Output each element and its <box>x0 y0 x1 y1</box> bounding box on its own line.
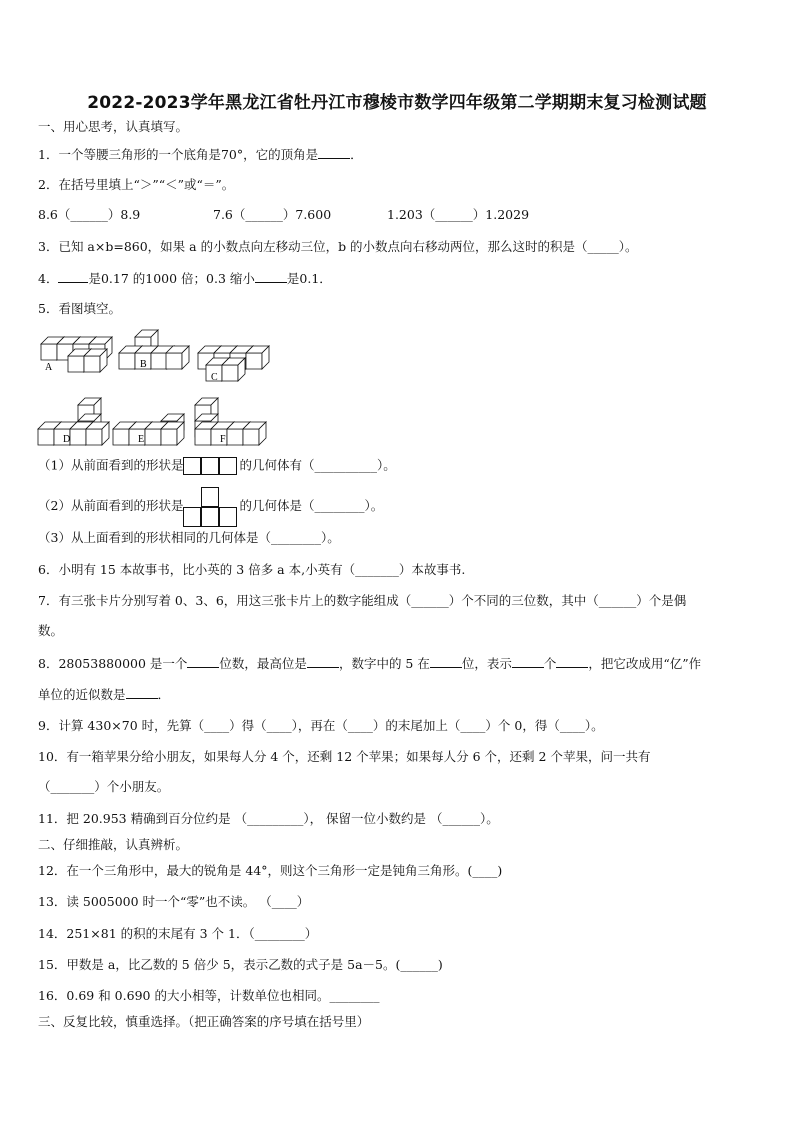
answer-blank[interactable] <box>556 655 588 668</box>
question-14[interactable]: 14．251×81 的积的末尾有 3 个 1．（________） <box>38 926 318 941</box>
question-15[interactable]: 15．甲数是 a，比乙数的 5 倍少 5，表示乙数的式子是 5a－5。(______) <box>38 957 443 972</box>
q5-1-text: （1）从前面看到的形状是 <box>38 457 184 473</box>
figure-label-e: E <box>138 434 145 445</box>
q5-1-answer[interactable]: 的几何体有（__________）。 <box>239 457 396 473</box>
front-view-three-squares <box>183 457 239 475</box>
q1-text: 1．一个等腰三角形的一个底角是70°，它的顶角是 <box>38 147 319 162</box>
figure-label-c: C <box>211 372 218 383</box>
question-10-line-2[interactable]: （_______）个小朋友。 <box>38 779 170 794</box>
question-5-part-1 <box>38 457 396 475</box>
figure-a <box>41 337 112 373</box>
q8-text: ，数字中的 5 在 <box>338 656 430 671</box>
answer-blank[interactable] <box>512 655 544 668</box>
q8-text: 位数，最高位是 <box>219 656 307 671</box>
figure-e <box>113 414 184 445</box>
question-5-part-2 <box>38 486 383 526</box>
q8-text: ． <box>157 687 171 702</box>
question-12[interactable]: 12．在一个三角形中，最大的锐角是 44°，则这个三角形一定是钝角三角形。(____) <box>38 863 503 878</box>
section-2-heading: 二、仔细推敲，认真辨析。 <box>38 837 189 852</box>
q8-text: 位，表示 <box>461 656 512 671</box>
q1-end: ． <box>350 147 363 162</box>
question-13[interactable]: 13．读 5005000 时一个“零”也不读。 （____） <box>38 894 310 909</box>
question-7-line-2: 数。 <box>38 623 64 638</box>
answer-blank[interactable] <box>126 686 158 699</box>
question-6[interactable]: 6．小明有 15 本故事书，比小英的 3 倍多 a 本,小英有（_______）本故事书. <box>38 562 466 577</box>
figure-label-b: B <box>140 359 147 370</box>
question-8-line-1 <box>38 655 701 672</box>
q5-2-text: （2）从前面看到的形状是 <box>38 498 184 513</box>
cube-figures <box>36 322 276 450</box>
q2-item[interactable]: 1.203（______）1.2029 <box>387 207 530 222</box>
q2-item[interactable]: 7.6（______）7.600 <box>213 207 332 222</box>
question-1 <box>38 146 363 163</box>
question-2: 2．在括号里填上“＞”“＜”或“＝”。 <box>38 177 235 192</box>
question-5-part-3[interactable]: （3）从上面看到的形状相同的几何体是（________）。 <box>38 530 340 545</box>
answer-blank[interactable] <box>187 655 219 668</box>
question-8-line-2 <box>38 686 170 703</box>
question-5-title: 5．看图填空。 <box>38 301 121 316</box>
question-10-line-1: 10．有一箱苹果分给小朋友，如果每人分 4 个，还剩 12 个苹果；如果每人分 6 个，还剩 2 个苹果，问一共有 <box>38 749 651 764</box>
figure-d <box>38 398 109 445</box>
q8-text: 8．28053880000 是一个 <box>38 656 188 671</box>
section-1-heading: 一、用心思考，认真填写。 <box>38 119 189 134</box>
section-3-heading: 三、反复比较，慎重选择。（把正确答案的序号填在括号里） <box>38 1014 370 1029</box>
question-7-line-1[interactable]: 7．有三张卡片分别写着 0、3、6，用这三张卡片上的数字能组成（______）个不同的三位数，其中（______）个是偶 <box>38 593 687 608</box>
question-2-items <box>38 207 529 223</box>
question-11[interactable]: 11．把 20.953 精确到百分位约是 （_________）， 保留一位小数约是 （______）。 <box>38 811 499 826</box>
question-9[interactable]: 9．计算 430×70 时，先算（____）得（____），再在（____）的末尾加上（____）个 0，得（____）。 <box>38 718 604 733</box>
question-3: 3．已知 a×b=860，如果 a 的小数点向左移动三位，b 的小数点向右移动两位，那么这时的积是（_____）。 <box>38 239 638 254</box>
question-4 <box>38 270 332 287</box>
figure-c <box>198 346 269 383</box>
answer-blank[interactable] <box>58 270 88 283</box>
question-16[interactable]: 16．0.69 和 0.690 的大小相等，计数单位也相同。________ <box>38 988 380 1003</box>
front-view-t-shape <box>183 487 239 527</box>
q5-2-answer[interactable]: 的几何体是（________）。 <box>239 498 384 513</box>
page-title: 2022-2023学年黑龙江省牡丹江市穆棱市数学四年级第二学期期末复习检测试题 <box>87 93 707 113</box>
figure-b <box>119 330 189 370</box>
q4-end: 是0.1． <box>286 271 332 286</box>
q8-text: ，把它改成用“亿”作 <box>588 656 702 671</box>
q4-num: 4． <box>38 271 59 286</box>
figure-label-d: D <box>63 434 71 445</box>
answer-blank[interactable] <box>307 655 339 668</box>
q8-text: 单位的近似数是 <box>38 687 126 702</box>
figure-label-a: A <box>45 362 53 373</box>
figure-f <box>195 398 266 445</box>
q8-text: 个 <box>543 656 557 671</box>
answer-blank[interactable] <box>318 146 350 159</box>
q2-item[interactable]: 8.6（______）8.9 <box>38 207 141 222</box>
answer-blank[interactable] <box>255 270 287 283</box>
q4-text: 是0.17 的1000 倍；0.3 缩小 <box>88 271 255 286</box>
figure-label-f: F <box>220 434 226 445</box>
answer-blank[interactable] <box>430 655 462 668</box>
